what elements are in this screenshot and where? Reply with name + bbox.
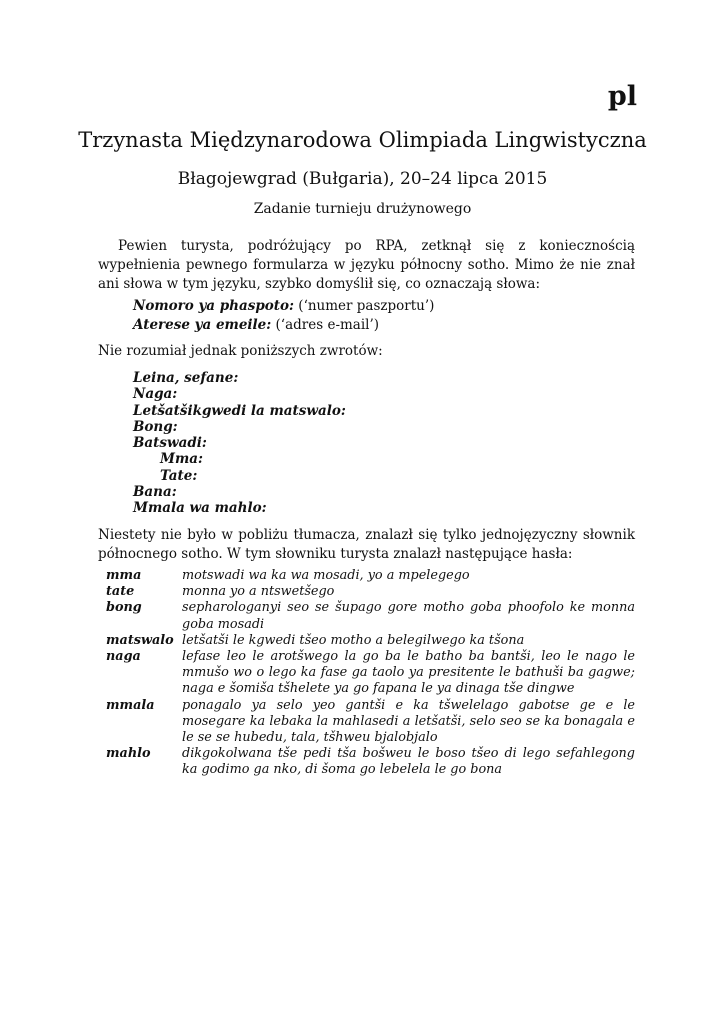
dictionary-definition: dikgokolwana tše pedi tša bošweu le boso tšeo di lego sefahlegong ka godimo ga nko, di šoma go lebelela le go bona: [182, 746, 635, 778]
dictionary-entry: [106, 584, 635, 600]
known-term: Nomoro ya phaspoto:: [133, 298, 295, 314]
known-term: Aterese ya emeile:: [133, 317, 272, 333]
dictionary-entry: [106, 698, 635, 747]
dictionary-headword: mahlo: [106, 746, 151, 762]
dictionary-headword: mma: [106, 568, 142, 583]
dictionary-definition: sepharologanyi seo se šupago gore motho goba phoofolo ke monna goba mosadi: [182, 600, 635, 632]
dictionary-definition: lefase leo le arotšwego la go ba le batho ba bantši, leo le nago le mmušo wo o lego ka fase ga taolo ya presitente le bathuši ba gagwe; naga e šomiša tšhelete ya go fapana le ya dinaga tše dingwe: [182, 649, 635, 697]
unknown-phrases-list: [133, 370, 533, 517]
dictionary-lead: Niestety nie było w pobliżu tłumacza, znalazł się tylko jednojęzyczny słownik północnego sotho. W tym słowniku turysta znalazł następujące hasła:: [98, 527, 635, 562]
phrase-item: Leina, sefane:: [133, 370, 239, 386]
known-term-meaning: (‘numer paszportu’): [294, 298, 435, 314]
dictionary-entry: [106, 600, 635, 632]
dictionary-headword: matswalo: [106, 632, 174, 648]
dictionary-definition: ponagalo ya selo yeo gantši e ka tšwelelago gabotse ge e le mosegare ka lebaka la mahlasedi a letšatši, selo seo se ka bonagala e le se se hubedu, tala, tšhweu bjalobjalo: [182, 697, 635, 746]
phrase-item: Batswadi:: [133, 435, 207, 452]
event-subtitle: Błagojewgrad (Bułgaria), 20–24 lipca 2015: [177, 169, 548, 189]
dictionary-entry: [106, 649, 635, 698]
task-kind: Zadanie turnieju drużynowego: [253, 201, 472, 217]
unknown-phrases-lead: Nie rozumiał jednak poniższych zwrotów:: [98, 343, 383, 359]
phrase-item: Bong:: [133, 418, 178, 435]
phrase-item: Letšatšikgwedi la matswalo:: [133, 402, 346, 419]
phrase-item: Mmala wa mahlo:: [133, 500, 267, 517]
phrase-item: Tate:: [160, 467, 198, 484]
dictionary-entry: [106, 746, 635, 778]
phrase-item: Mma:: [160, 451, 203, 468]
phrase-item: Naga:: [133, 386, 178, 403]
intro-paragraph: Pewien turysta, podróżujący po RPA, zetknął się z koniecznością wypełnienia pewnego formularza w języku północny sotho. Mimo że nie znał ani słowa w tym języku, szybko domyślił się, co oznaczają słowa:: [98, 238, 635, 292]
dictionary-headword: tate: [106, 584, 135, 600]
dictionary-headword: bong: [106, 600, 142, 616]
phrase-item: Bana:: [133, 484, 177, 501]
dictionary-definition: monna yo a ntswetšego: [182, 584, 335, 600]
known-terms-list: [133, 297, 633, 335]
dictionary-entry: [106, 568, 635, 584]
dictionary-headword: naga: [106, 649, 141, 665]
language-code: pl: [607, 81, 637, 112]
dictionary-definition: letšatši le kgwedi tšeo motho a belegilwego ka tšona: [182, 632, 525, 648]
known-term-row: [133, 316, 633, 335]
known-term-meaning: (‘adres e-mail’): [271, 317, 380, 333]
dictionary-headword: mmala: [106, 697, 155, 713]
dictionary-entry: [106, 633, 635, 649]
dictionary-entries: [106, 568, 635, 779]
page-title: Trzynasta Międzynarodowa Olimpiada Lingwistyczna: [78, 128, 647, 152]
dictionary-definition: motswadi wa ka wa mosadi, yo a mpelegego: [182, 568, 470, 583]
known-term-row: [133, 297, 633, 316]
